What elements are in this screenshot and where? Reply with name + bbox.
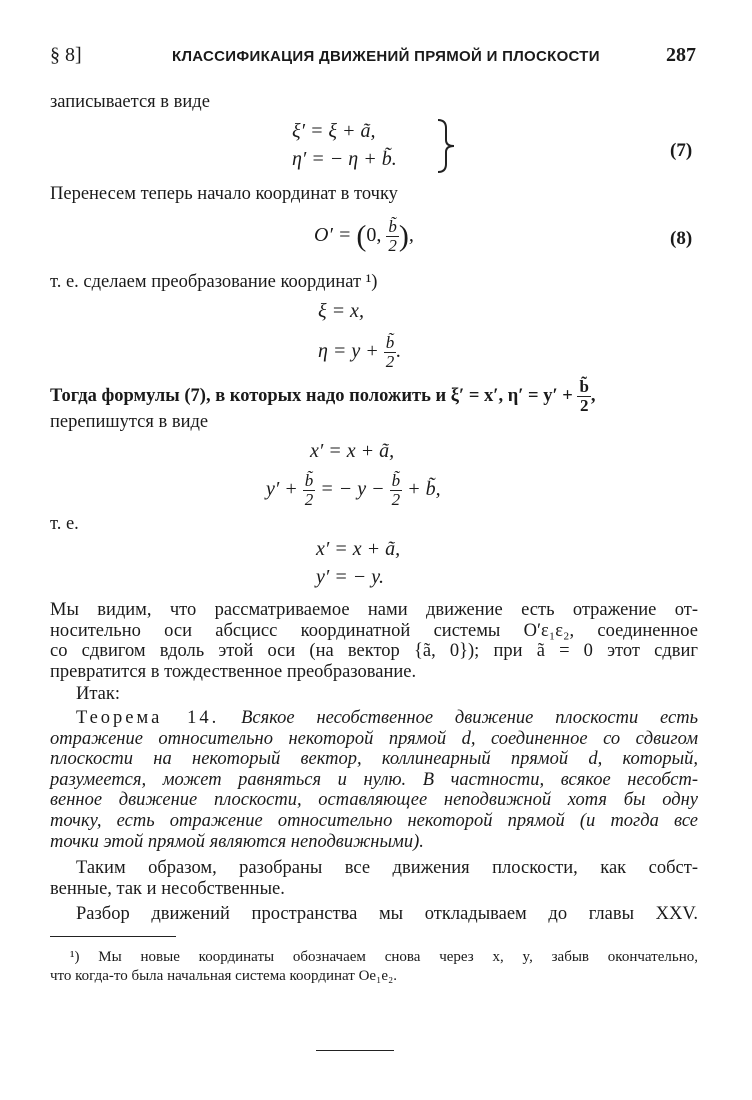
text-line: т. е. сделаем преобразование координат ¹) — [50, 272, 378, 292]
equation-number-8: (8) — [670, 228, 693, 249]
equation-10a: x′ = x + ã, — [310, 440, 395, 462]
paragraph-deferral: Разбор движений пространства мы откладываем до главы XXV. — [76, 904, 698, 924]
theorem-14: Теорема 14. Всякое несобственное движение плоскости есть отражение относительно некоторой прямой d, соединенное со сдвигом плоскости на некоторый вектор, коллинеарный прямой d, который, разумеется, может равняться и нулю. В частности, всякое несобст- венное движение плоскости, оставляющее неподвижной хотя бы одну точку, есть отражение относительно некоторой прямой (и тогда все точки этой прямой являются неподвижными). — [50, 708, 699, 852]
equation-7a: ξ′ = ξ + ã, — [292, 120, 376, 142]
equation-8: O′ = (0, $\frac{b̃}{2}$ ), — [314, 217, 414, 255]
footnote-divider — [50, 936, 176, 937]
footnote: ¹) Мы новые координаты обозначаем снова через x, y, забыв окончательно, что когда-то была начальная система координат Oe₁e₂. — [50, 949, 698, 984]
equation-number-7: (7) — [670, 140, 693, 161]
running-title: КЛАССИФИКАЦИЯ ДВИЖЕНИЙ ПРЯМОЙ И ПЛОСКОСТИ — [172, 48, 600, 65]
equation-7b: η′ = − η + b̃. — [292, 148, 397, 170]
text-line: Тогда формулы (7), в которых надо положить и ξ′ = x′, η′ = y′ + $\frac{b̃}{2}$ , — [50, 377, 596, 415]
right-brace-icon — [434, 118, 458, 174]
equation-11a: x′ = x + ã, — [316, 538, 401, 560]
bottom-divider — [316, 1050, 394, 1051]
theorem-label: Теорема 14. — [76, 708, 220, 728]
paragraph-summary: Таким образом, разобраны все движения плоскости, как собст- венные, так и несобственные. — [50, 858, 698, 899]
equation-10b: y′ + $\frac{b̃}{2}$ = − y − $\frac{b̃}{2}$ + b̃, — [266, 471, 441, 509]
text-line: Перенесем теперь начало координат в точку — [50, 184, 398, 204]
equation-9a: ξ = x, — [318, 300, 364, 322]
section-marker: § 8] — [50, 44, 82, 66]
text-line: перепишутся в виде — [50, 412, 209, 432]
paragraph-conclusion: Мы видим, что рассматриваемое нами движение есть отражение от- носительно оси абсцисс координатной системы O′ε₁ε₂, соединенное со сдвигом вдоль этой оси (на вектор {ã, 0}); при ã = 0 этот сдвиг превратится в тождественное преобразование. — [50, 600, 698, 682]
equation-9b: η = y + $\frac{b̃}{2}$ . — [318, 333, 402, 371]
page-number: 287 — [666, 44, 696, 66]
text-line: записывается в виде — [50, 92, 210, 112]
itak-label: Итак: — [76, 684, 121, 704]
equation-11b: y′ = − y. — [316, 566, 385, 588]
text-line: т. е. — [50, 514, 79, 534]
